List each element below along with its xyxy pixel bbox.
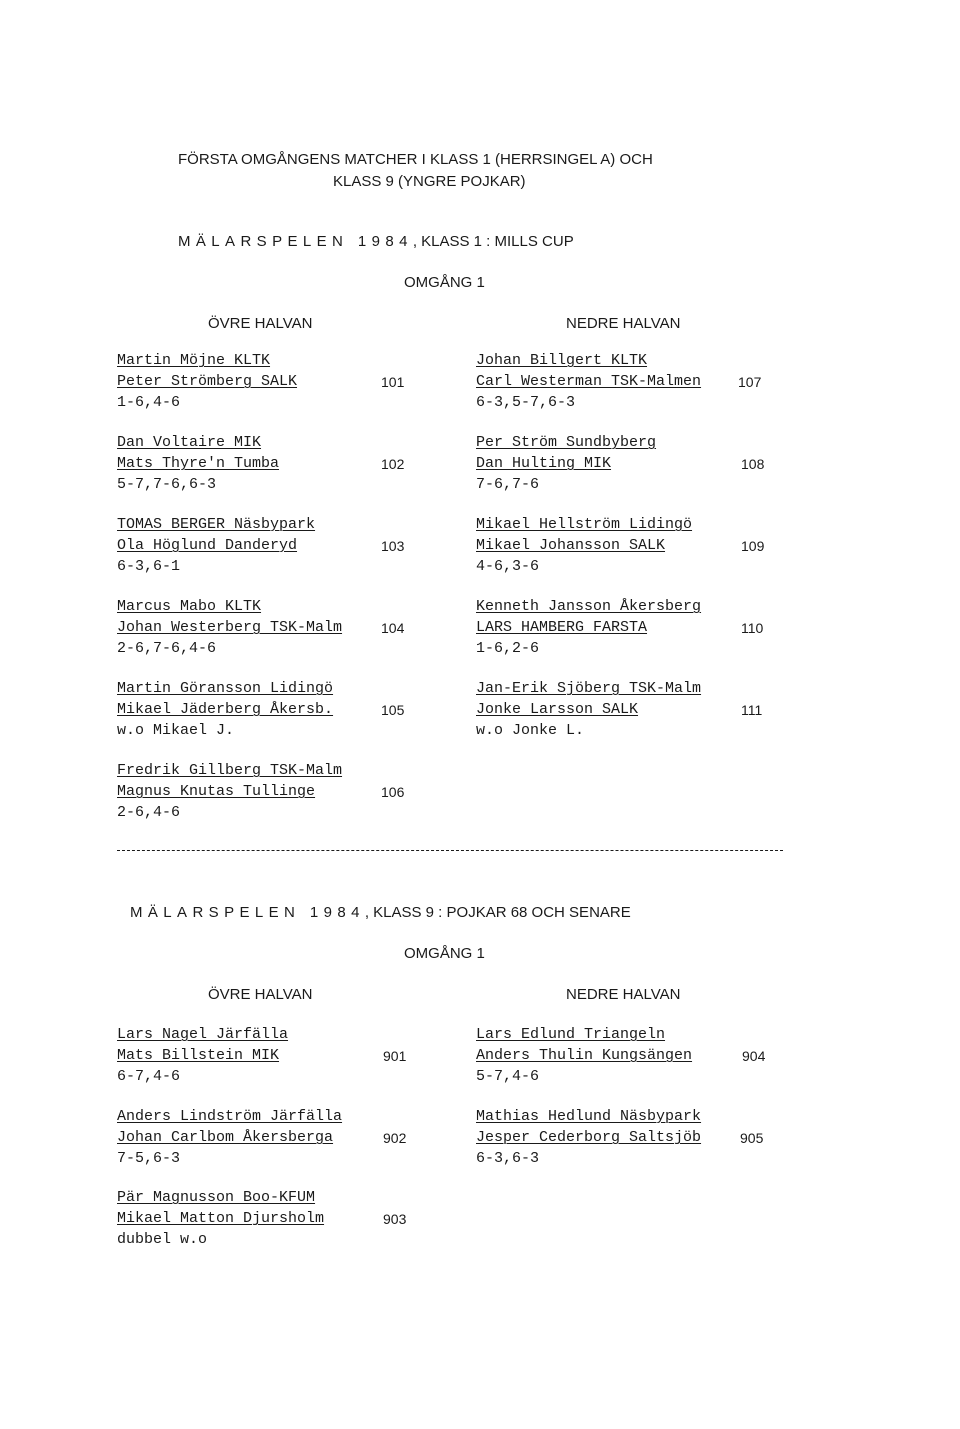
match-result: 6-7,4-6 — [117, 1068, 181, 1085]
match-number: 107 — [738, 374, 762, 390]
match-110 — [476, 598, 806, 658]
player2: Mikael Johansson SALK — [476, 537, 666, 554]
section2-left-heading: ÖVRE HALVAN — [208, 986, 313, 1003]
player1: Mikael Hellström Lidingö — [476, 516, 693, 533]
match-103 — [117, 516, 457, 576]
player2: Mats Thyre'n Tumba — [117, 455, 280, 472]
dashed-separator — [117, 850, 783, 851]
player1: Marcus Mabo KLTK — [117, 598, 262, 615]
match-102 — [117, 434, 457, 494]
player2: Dan Hulting MIK — [476, 455, 612, 472]
match-result: 2-6,4-6 — [117, 804, 181, 821]
player1: Lars Nagel Järfälla — [117, 1026, 289, 1043]
match-result: 6-3,6-1 — [117, 558, 181, 575]
match-result: w.o Mikael J. — [117, 722, 235, 739]
match-result: 7-6,7-6 — [476, 476, 540, 493]
player2: Peter Strömberg SALK — [117, 373, 298, 390]
section1-left-heading: ÖVRE HALVAN — [208, 315, 313, 332]
player1: Fredrik Gillberg TSK-Malm — [117, 762, 343, 779]
section2-right-heading: NEDRE HALVAN — [566, 986, 681, 1003]
match-905 — [476, 1108, 806, 1168]
match-101 — [117, 352, 457, 412]
match-result: 5-7,4-6 — [476, 1068, 540, 1085]
section2-title — [130, 904, 631, 922]
player2: Mikael Jäderberg Åkersb. — [117, 701, 334, 718]
match-number: 109 — [741, 538, 765, 554]
match-result: 1-6,4-6 — [117, 394, 181, 411]
player2: Jonke Larsson SALK — [476, 701, 639, 718]
player1: Anders Lindström Järfälla — [117, 1108, 343, 1125]
match-104 — [117, 598, 457, 658]
match-number: 905 — [740, 1130, 764, 1146]
match-result: 6-3,5-7,6-3 — [476, 394, 576, 411]
match-number: 101 — [381, 374, 405, 390]
match-108 — [476, 434, 806, 494]
match-number: 902 — [383, 1130, 407, 1146]
player2: Johan Westerberg TSK-Malm — [117, 619, 343, 636]
player1: Kenneth Jansson Åkersberg — [476, 598, 702, 615]
section1-right-heading: NEDRE HALVAN — [566, 315, 681, 332]
match-result: w.o Jonke L. — [476, 722, 585, 739]
match-902 — [117, 1108, 457, 1168]
player1: Per Ström Sundbyberg — [476, 434, 657, 451]
section1-title-rest: , KLASS 1 : MILLS CUP — [412, 233, 574, 250]
player2: Jesper Cederborg Saltsjöb — [476, 1129, 702, 1146]
match-901 — [117, 1026, 457, 1086]
match-result: 1-6,2-6 — [476, 640, 540, 657]
match-result: 5-7,7-6,6-3 — [117, 476, 217, 493]
player2: LARS HAMBERG FARSTA — [476, 619, 648, 636]
match-903 — [117, 1189, 457, 1249]
match-result: 6-3,6-3 — [476, 1150, 540, 1167]
player1: Dan Voltaire MIK — [117, 434, 262, 451]
player1: Lars Edlund Triangeln — [476, 1026, 666, 1043]
player1: Martin Göransson Lidingö — [117, 680, 334, 697]
player2: Johan Carlbom Åkersberga — [117, 1129, 334, 1146]
match-result: 2-6,7-6,4-6 — [117, 640, 217, 657]
match-904 — [476, 1026, 806, 1086]
player2: Mats Billstein MIK — [117, 1047, 280, 1064]
match-result: 4-6,3-6 — [476, 558, 540, 575]
player1: Mathias Hedlund Näsbypark — [476, 1108, 702, 1125]
player2: Anders Thulin Kungsängen — [476, 1047, 693, 1064]
player2: Carl Westerman TSK-Malmen — [476, 373, 702, 390]
section1-spaced-title: MÄLARSPELEN 1984 — [178, 233, 413, 250]
match-result: dubbel w.o — [117, 1231, 208, 1248]
section1-title — [178, 233, 574, 251]
document-title-line2: KLASS 9 (YNGRE POJKAR) — [333, 173, 526, 190]
match-number: 903 — [383, 1211, 407, 1227]
match-number: 110 — [741, 620, 764, 636]
player1: Pär Magnusson Boo-KFUM — [117, 1189, 316, 1206]
player1: TOMAS BERGER Näsbypark — [117, 516, 316, 533]
match-number: 105 — [381, 702, 405, 718]
match-number: 904 — [742, 1048, 766, 1064]
section1-round: OMGÅNG 1 — [404, 274, 485, 291]
match-number: 104 — [381, 620, 405, 636]
player2: Ola Höglund Danderyd — [117, 537, 298, 554]
match-number: 102 — [381, 456, 405, 472]
match-number: 111 — [741, 702, 763, 718]
match-number: 103 — [381, 538, 405, 554]
match-105 — [117, 680, 457, 740]
document-title-line1: FÖRSTA OMGÅNGENS MATCHER I KLASS 1 (HERRSINGEL A) OCH — [178, 151, 653, 168]
match-number: 106 — [381, 784, 405, 800]
match-number: 108 — [741, 456, 765, 472]
match-111 — [476, 680, 806, 740]
match-109 — [476, 516, 806, 576]
player1: Johan Billgert KLTK — [476, 352, 648, 369]
section2-title-rest: , KLASS 9 : POJKAR 68 OCH SENARE — [364, 904, 631, 921]
player1: Jan-Erik Sjöberg TSK-Malm — [476, 680, 702, 697]
player2: Magnus Knutas Tullinge — [117, 783, 316, 800]
player2: Mikael Matton Djursholm — [117, 1210, 325, 1227]
match-107 — [476, 352, 806, 412]
match-result: 7-5,6-3 — [117, 1150, 181, 1167]
player1: Martin Möjne KLTK — [117, 352, 271, 369]
section2-round: OMGÅNG 1 — [404, 945, 485, 962]
match-number: 901 — [383, 1048, 407, 1064]
section2-spaced-title: MÄLARSPELEN 1984 — [130, 904, 365, 921]
match-106 — [117, 762, 457, 822]
